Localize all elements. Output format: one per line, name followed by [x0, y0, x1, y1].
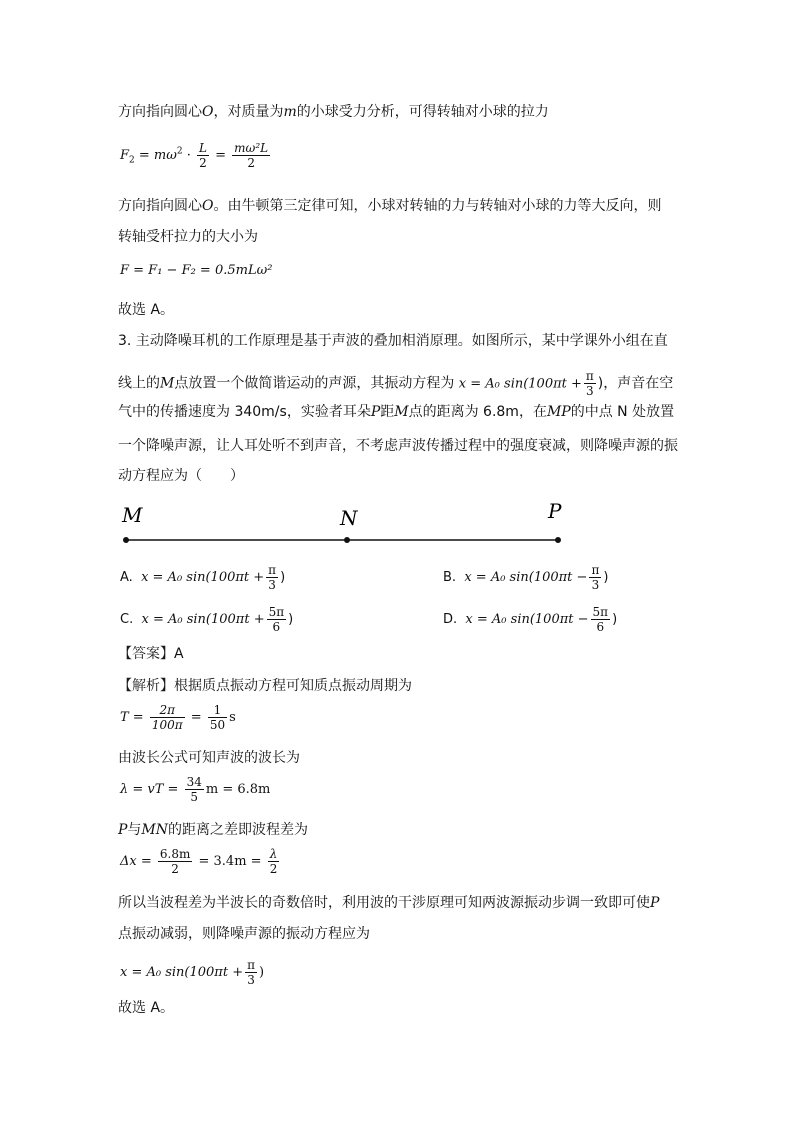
- numerator: mω²L: [234, 141, 269, 155]
- eq-part: F: [120, 148, 130, 163]
- point-M: [123, 537, 129, 543]
- text-segment: 方向指向圆心: [118, 198, 202, 214]
- numerator: 1: [213, 703, 222, 717]
- symbol-P: P: [118, 822, 128, 838]
- option-eq: ): [288, 612, 294, 627]
- option-c[interactable]: [120, 605, 293, 634]
- equation-path-difference: [120, 847, 281, 876]
- point-N: [344, 537, 350, 543]
- denominator: 2: [232, 155, 270, 170]
- label-N: N: [340, 506, 358, 530]
- analysis-line-3: [118, 821, 308, 839]
- denominator: 3: [589, 577, 601, 592]
- analysis-tag: 【解析】: [118, 678, 174, 694]
- question-3-line-1: 3. 主动降噪耳机的工作原理是基于声波的叠加相消原理。如图所示，某中学课外小组在直: [118, 333, 668, 349]
- denominator: 2: [197, 155, 209, 170]
- symbol-P: P: [370, 404, 381, 420]
- eq-part: ): [259, 965, 265, 980]
- fraction: [197, 141, 209, 170]
- option-label: A.: [120, 570, 133, 585]
- text-segment: 线上的: [118, 375, 160, 392]
- numerator: 34: [186, 775, 202, 789]
- numerator: λ: [269, 847, 278, 861]
- eq-text: F = F₁ − F₂ = 0.5mLω²: [120, 263, 273, 278]
- eq-part: ·: [186, 148, 191, 163]
- eq-part: = 3.4m =: [198, 854, 262, 869]
- text-segment: 的距离之差即波程差为: [168, 822, 309, 838]
- numerator: L: [199, 141, 207, 155]
- para-direction-2: [118, 197, 661, 215]
- text-segment: 所以当波程差为半波长的奇数倍时，利用波的干涉原理可知两波源振动步调一致即可使: [118, 895, 650, 911]
- eq-part: T =: [120, 710, 144, 725]
- symbol-M: M: [160, 375, 175, 392]
- text-segment: 距: [380, 404, 395, 420]
- fraction: [589, 563, 601, 592]
- eq-part: Δx =: [120, 854, 152, 869]
- fraction: [591, 605, 611, 634]
- text-segment: 。由牛顿第三定律可知，小球对转轴的力与转轴对小球的力等大反向，则: [213, 198, 662, 214]
- option-label: B.: [443, 570, 457, 585]
- text-segment: 点的距离为 6.8m，在: [408, 404, 547, 420]
- text-segment: 气中的传播速度为 340m/s，实验者耳朵: [118, 404, 371, 420]
- symbol-M: M: [394, 404, 409, 420]
- denominator: 100π: [151, 718, 183, 732]
- equation-f: [120, 263, 272, 278]
- label-M: M: [122, 503, 143, 527]
- text-segment: 的中点 N 处放置: [570, 404, 675, 420]
- eq-part: x = A₀ sin(100πt +: [120, 965, 244, 980]
- equation-f2: [120, 141, 272, 170]
- denominator: 50: [209, 718, 226, 732]
- question-3-line-4: 一个降噪声源，让人耳处听不到声音，不考虑声波传播过程中的强度衰减，则降噪声源的振: [118, 438, 678, 454]
- text-segment: )，声音在空: [597, 375, 674, 392]
- text-segment: ，对质量为: [213, 104, 284, 120]
- analysis-line-2: 由波长公式可知声波的波长为: [118, 750, 300, 766]
- symbol-O: O: [202, 198, 214, 214]
- answer-tag: 【答案】: [118, 646, 174, 662]
- analysis-line-4: [118, 894, 659, 912]
- eq-part: s: [229, 710, 236, 725]
- text-segment: 的小球受力分析，可得转轴对小球的拉力: [296, 104, 549, 120]
- eq-part: 2: [129, 155, 135, 166]
- text-segment: 与: [127, 822, 142, 838]
- option-label: C.: [120, 612, 134, 627]
- text-segment: 点放置一个做简谐运动的声源，其振动方程为: [174, 375, 455, 392]
- denominator: 3: [266, 577, 278, 592]
- para-tension: 转轴受杆拉力的大小为: [118, 229, 258, 245]
- numerator: π: [591, 563, 600, 577]
- denominator: 3: [584, 383, 596, 398]
- symbol-MP: MP: [546, 404, 571, 420]
- symbol-P: P: [650, 895, 660, 911]
- fraction: [232, 141, 270, 170]
- option-eq: ): [603, 570, 609, 585]
- analysis-line-5: 点振动减弱，则降噪声源的振动方程应为: [118, 926, 370, 942]
- fraction: [267, 605, 287, 634]
- text-segment: 方向指向圆心: [118, 104, 202, 120]
- fraction: [150, 703, 185, 732]
- fraction: [208, 703, 227, 732]
- conclusion-1: 故选 A。: [118, 302, 175, 318]
- equation-period: [120, 703, 236, 732]
- question-3-line-5: 动方程应为（ ）: [118, 468, 244, 484]
- eq-part: x = A₀ sin(100πt +: [458, 376, 582, 392]
- eq-part: =: [190, 710, 202, 725]
- option-eq: x = A₀ sin(100πt −: [464, 570, 588, 585]
- symbol-MN: MN: [141, 822, 169, 838]
- option-label: D.: [443, 612, 458, 627]
- option-eq: ): [612, 612, 618, 627]
- numerator: π: [268, 563, 277, 577]
- numerator: 2π: [159, 703, 175, 717]
- conclusion-2: 故选 A。: [118, 1000, 175, 1016]
- option-a[interactable]: [120, 563, 285, 592]
- text-segment: 根据质点振动方程可知质点振动周期为: [174, 678, 412, 694]
- eq-part: 2: [176, 146, 183, 157]
- fraction: [268, 847, 280, 876]
- option-eq: x = A₀ sin(100πt −: [465, 612, 589, 627]
- numerator: 5π: [268, 605, 285, 619]
- eq-part: m = 6.8m: [205, 782, 271, 797]
- eq-part: = mω: [138, 148, 177, 163]
- denominator: 2: [269, 862, 278, 876]
- denominator: 5: [185, 789, 204, 804]
- option-eq: x = A₀ sin(100πt +: [141, 570, 265, 585]
- option-b[interactable]: [443, 563, 608, 592]
- option-eq: x = A₀ sin(100πt +: [141, 612, 265, 627]
- eq-part: λ = vT =: [120, 782, 179, 797]
- numerator: 6.8m: [159, 847, 191, 861]
- option-eq: ): [280, 570, 286, 585]
- numerator: π: [585, 369, 594, 383]
- fraction: [266, 563, 278, 592]
- denominator: 6: [267, 619, 287, 634]
- fraction: [245, 958, 257, 987]
- denominator: 2: [158, 861, 192, 876]
- question-3-line-2: [118, 369, 673, 398]
- line-diagram: [118, 500, 578, 550]
- equation-wavelength: [120, 775, 270, 804]
- denominator: 3: [245, 972, 257, 987]
- point-P: [555, 537, 561, 543]
- denominator: 6: [591, 619, 611, 634]
- answer-value: A: [174, 646, 184, 662]
- fraction: [584, 369, 596, 398]
- symbol-O: O: [202, 104, 214, 120]
- label-P: P: [548, 500, 562, 523]
- fraction: [185, 775, 204, 804]
- answer-line: [118, 645, 184, 663]
- option-d[interactable]: [443, 605, 617, 634]
- fraction: [158, 847, 192, 876]
- question-3-line-3: [118, 403, 674, 421]
- equation-final: [120, 958, 264, 987]
- para-direction-1: [118, 103, 549, 121]
- eq-part: =: [215, 148, 227, 163]
- numerator: 5π: [592, 605, 609, 619]
- numerator: π: [247, 958, 255, 972]
- analysis-line-1: [118, 677, 412, 695]
- symbol-m: m: [283, 104, 297, 120]
